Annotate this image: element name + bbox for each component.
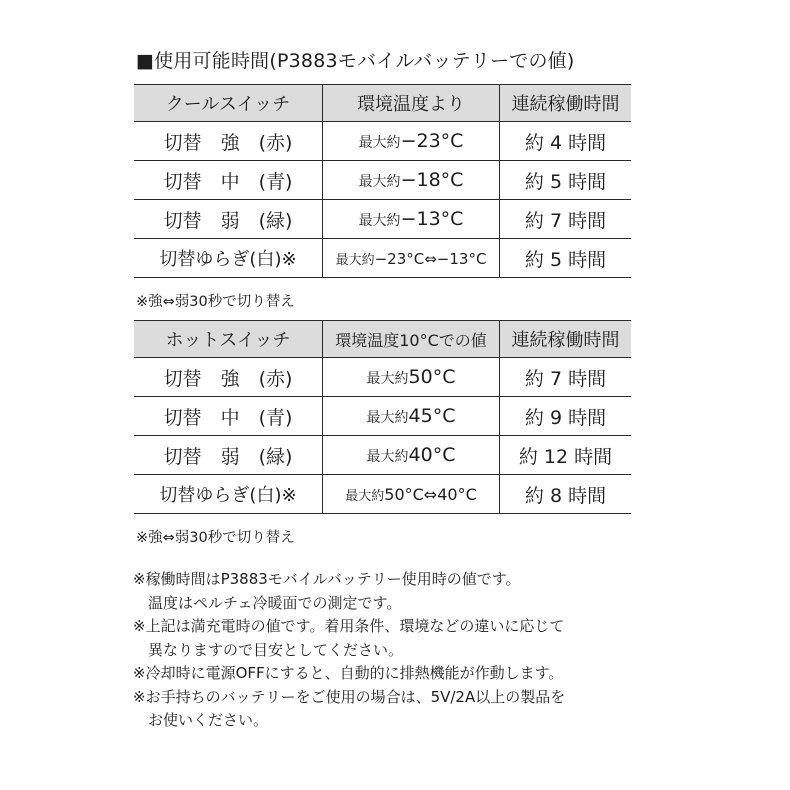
time-cell: 約 8 時間 (500, 475, 632, 514)
time-cell: 約 12 時間 (500, 436, 632, 475)
temp-cell (323, 161, 500, 200)
note-line: ※上記は満充電時の値です。着用条件、環境などの違いに応じて (133, 617, 565, 635)
temp-cell (323, 475, 500, 514)
note-line: お使いください。 (133, 711, 269, 729)
mode-cell: 切替 弱 (緑) (134, 200, 323, 239)
section-title: ■使用可能時間(P3883モバイルバッテリーでの値) (136, 50, 575, 72)
header-hot-switch: ホットスイッチ (134, 321, 323, 358)
table-row (134, 358, 631, 397)
mode-cell: 切替 強 (赤) (134, 358, 323, 397)
temp-value: 50°C⇔40°C (384, 484, 477, 504)
table-header-row (134, 85, 631, 122)
temp-cell (323, 122, 500, 161)
table-row (134, 122, 631, 161)
note-line: ※冷却時に電源OFFにすると、自動的に排熱機能が作動します。 (133, 664, 564, 682)
hot-switch-table (134, 320, 631, 514)
header-ambient-temp: 環境温度10°Cでの値 (323, 321, 500, 358)
cool-footnote: ※強⇔弱30秒で切り替え (136, 294, 295, 310)
table-row (134, 161, 631, 200)
header-continuous-time: 連続稼働時間 (500, 321, 632, 358)
time-cell: 約 4 時間 (500, 122, 632, 161)
temp-prefix: 最大約 (358, 213, 401, 229)
temp-value: 40°C (408, 444, 456, 466)
temp-prefix: 最大約 (345, 488, 385, 504)
mode-cell: 切替 強 (赤) (134, 122, 323, 161)
time-cell: 約 9 時間 (500, 397, 632, 436)
note-line: 異なりますので目安としてください。 (133, 640, 404, 659)
hot-footnote: ※強⇔弱30秒で切り替え (136, 530, 295, 546)
temp-value: 50°C (408, 366, 456, 388)
notes (133, 568, 565, 733)
table-row (134, 475, 631, 514)
table-row (134, 436, 631, 475)
mode-cell: 切替 中 (青) (134, 161, 323, 200)
table-row (134, 397, 631, 436)
note-line: ※稼働時間はP3883モバイルバッテリー使用時の値です。 (133, 570, 521, 588)
time-cell: 約 7 時間 (500, 358, 632, 397)
temp-prefix: 最大約 (358, 135, 401, 151)
mode-cell: 切替 弱 (緑) (134, 436, 323, 475)
temp-prefix: 最大約 (335, 252, 375, 268)
header-cool-switch: クールスイッチ (134, 85, 323, 122)
time-cell: 約 5 時間 (500, 161, 632, 200)
mode-cell: 切替 中 (青) (134, 397, 323, 436)
temp-prefix: 最大約 (366, 449, 409, 465)
temp-value: −13°C (400, 208, 464, 230)
table-header-row (134, 321, 631, 358)
mode-cell: 切替ゆらぎ(白)※ (134, 475, 323, 514)
note-line: ※お手持ちのバッテリーをご使用の場合は、5V/2A以上の製品を (133, 687, 566, 706)
temp-prefix: 最大約 (366, 371, 409, 387)
header-continuous-time: 連続稼働時間 (500, 85, 632, 122)
time-cell: 約 7 時間 (500, 200, 632, 239)
temp-prefix: 最大約 (366, 410, 409, 426)
table-row (134, 200, 631, 239)
temp-value: −18°C (400, 169, 464, 191)
temp-cell (323, 200, 500, 239)
temp-cell (323, 358, 500, 397)
temp-cell (323, 397, 500, 436)
note-line: 温度はペルチェ冷暖面での測定です。 (133, 593, 402, 612)
temp-cell (323, 436, 500, 475)
time-cell: 約 5 時間 (500, 239, 632, 278)
temp-cell (323, 239, 500, 278)
header-ambient-temp: 環境温度より (323, 85, 500, 122)
temp-value: −23°C⇔−13°C (374, 249, 487, 268)
temp-prefix: 最大約 (358, 174, 401, 190)
cool-switch-table (134, 84, 631, 278)
mode-cell: 切替ゆらぎ(白)※ (134, 239, 323, 278)
table-row (134, 239, 631, 278)
temp-value: −23°C (400, 130, 464, 152)
temp-value: 45°C (408, 405, 456, 427)
